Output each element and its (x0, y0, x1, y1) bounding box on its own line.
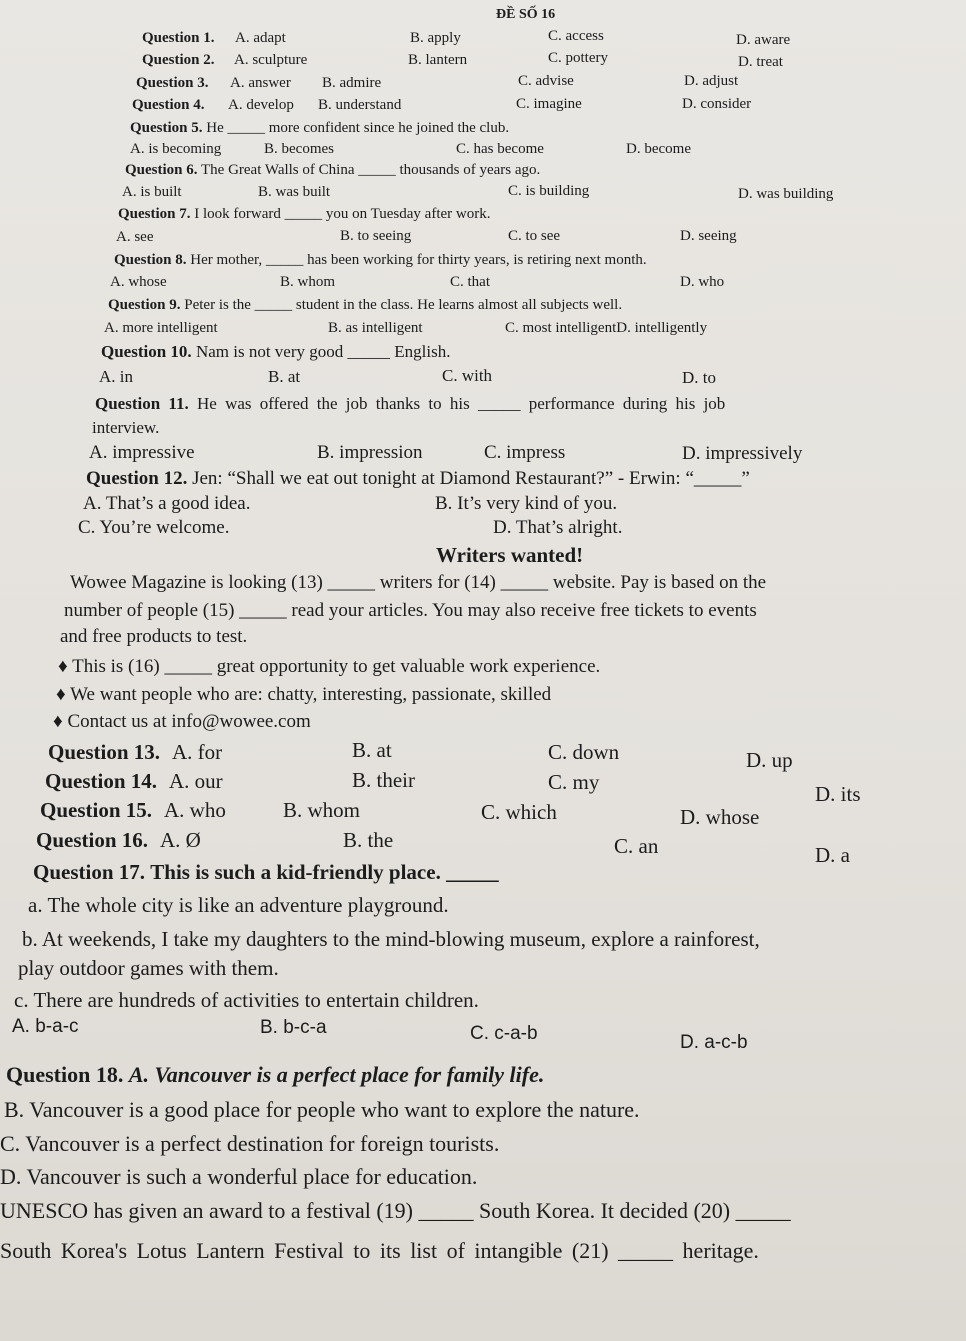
q12-question-text: Jen: “Shall we eat out tonight at Diamond Restaurant?” - Erwin: “_____” (192, 468, 750, 489)
q14-option-b: B. their (352, 768, 415, 792)
q13-label: Question 13. (48, 740, 161, 764)
q16-option-c: C. an (614, 834, 659, 858)
q1-option-c: C. access (548, 28, 604, 44)
q16-label: Question 16. (36, 828, 149, 852)
q17-sentence-b: b. At weekends, I take my daughters to the mind-blowing museum, explore a rainforest, (22, 927, 760, 951)
q11-option-b: B. impression (317, 442, 423, 463)
q1-label: Question 1. (142, 30, 215, 46)
q13-option-a: A. for (172, 740, 223, 764)
q7-question-text: I look forward _____ you on Tuesday after work. (194, 206, 491, 222)
q12-option-b: B. It’s very kind of you. (435, 493, 618, 514)
q15-option-d: D. whose (680, 805, 760, 829)
q5-option-b: B. becomes (264, 141, 334, 157)
q17-option-b: B. b-c-a (260, 1017, 327, 1038)
q3-option-b: B. admire (322, 75, 382, 91)
q6-option-d: D. was building (738, 186, 834, 202)
q3-label: Question 3. (136, 75, 209, 91)
q10-stem (101, 342, 450, 362)
q2-option-b: B. lantern (408, 52, 468, 68)
q5-label: Question 5. (130, 120, 203, 136)
q10-option-d: D. to (682, 368, 716, 387)
q5-stem (130, 120, 509, 137)
q12-option-a: A. That’s a good idea. (83, 493, 251, 514)
q18-option-b: B. Vancouver is a good place for people who want to explore the nature. (4, 1097, 640, 1122)
q12-option-c: C. You’re welcome. (78, 517, 230, 538)
q18-stem (6, 1062, 544, 1088)
passage-line-2: South Korea's Lotus Lantern Festival to its list of intangible (21) _____ heritage. (0, 1238, 759, 1263)
q4-option-b: B. understand (318, 97, 402, 113)
q8-question-text: Her mother, _____ has been working for thirty years, is retiring next month. (190, 252, 647, 268)
q7-option-c: C. to see (508, 228, 561, 244)
q1-option-d: D. aware (736, 32, 791, 48)
q8-option-a: A. whose (110, 274, 167, 290)
q13-option-d: D. up (746, 748, 793, 772)
q5-question-text: He _____ more confident since he joined the club. (206, 120, 510, 136)
q1-option-b: B. apply (410, 30, 461, 46)
q10-option-c: C. with (442, 366, 493, 385)
q18-option-d: D. Vancouver is such a wonderful place for education. (0, 1164, 478, 1189)
q15-option-a: A. who (164, 798, 226, 822)
q2-option-c: C. pottery (548, 50, 608, 66)
q2-option-a: A. sculpture (234, 52, 308, 68)
q14-label: Question 14. (45, 769, 158, 793)
q7-option-b: B. to seeing (340, 228, 412, 244)
q3-option-d: D. adjust (684, 73, 739, 89)
q11-option-c: C. impress (484, 442, 566, 463)
q6-stem (125, 162, 540, 179)
q9-stem (108, 297, 622, 314)
q14-option-c: C. my (548, 770, 600, 794)
q3-option-a: A. answer (230, 75, 291, 91)
q17-option-c: C. c-a-b (470, 1023, 538, 1044)
q14-option-a: A. our (169, 769, 223, 793)
q10-label: Question 10. (101, 342, 192, 361)
q10-question-text: Nam is not very good _____ English. (195, 342, 451, 361)
q7-option-d: D. seeing (680, 228, 737, 244)
q5-option-c: C. has become (456, 141, 544, 157)
passage-line-1: UNESCO has given an award to a festival (19) _____ South Korea. It decided (20) _____ (0, 1198, 791, 1223)
q4-label: Question 4. (132, 97, 205, 113)
q6-question-text: The Great Walls of China _____ thousands of years ago. (201, 162, 541, 178)
q8-stem (114, 252, 647, 269)
q18-option-c: C. Vancouver is a perfect destination for foreign tourists. (0, 1131, 500, 1156)
q10-option-a: A. in (99, 367, 133, 386)
q9-option-a: A. more intelligent (104, 320, 218, 336)
q8-option-c: C. that (450, 274, 490, 290)
q2-option-d: D. treat (738, 54, 783, 70)
q8-option-b: B. whom (280, 274, 336, 290)
q9-option-b: B. as intelligent (328, 320, 423, 336)
q9-options-cd: C. most intelligentD. intelligently (505, 320, 708, 336)
q9-label: Question 9. (108, 297, 181, 313)
q5-option-d: D. become (626, 141, 691, 157)
q6-label: Question 6. (125, 162, 198, 178)
q5-option-a: A. is becoming (130, 141, 222, 157)
q6-option-a: A. is built (122, 184, 182, 200)
q15-option-b: B. whom (283, 798, 361, 822)
q11-stem (95, 394, 725, 414)
q17-sentence-a: a. The whole city is like an adventure playground. (28, 893, 449, 917)
q17-option-a: A. b-a-c (12, 1016, 79, 1037)
exam-header: ĐỀ SỐ 16 (496, 7, 556, 22)
ad-body-line-3: and free products to test. (60, 626, 248, 647)
q7-option-a: A. see (116, 229, 154, 245)
q12-stem (86, 468, 750, 490)
q14-option-d: D. its (815, 782, 861, 806)
q13-option-c: C. down (548, 740, 620, 764)
q16-option-b: B. the (343, 828, 394, 852)
ad-body-line-2: number of people (15) _____ read your articles. You may also receive free tickets to events (64, 600, 757, 621)
q11-option-d: D. impressively (682, 443, 803, 464)
q12-label: Question 12. (86, 468, 188, 489)
q16-option-d: D. a (815, 843, 850, 867)
q16-option-a: A. Ø (160, 828, 201, 852)
q2-label: Question 2. (142, 52, 215, 68)
q8-label: Question 8. (114, 252, 187, 268)
q15-option-c: C. which (481, 800, 557, 824)
q8-option-d: D. who (680, 274, 725, 290)
q17-sentence-c: c. There are hundreds of activities to entertain children. (14, 988, 479, 1012)
q18-label: Question 18. (6, 1062, 124, 1087)
q13-option-b: B. at (352, 738, 392, 762)
q7-stem (118, 206, 490, 223)
ad-bullet-1: ♦ This is (16) _____ great opportunity to get valuable work experience. (58, 656, 601, 677)
q6-option-b: B. was built (258, 184, 331, 200)
q9-question-text: Peter is the _____ student in the class. He learns almost all subjects well. (184, 297, 623, 313)
q6-option-c: C. is building (508, 183, 590, 199)
ad-title: Writers wanted! (436, 543, 584, 567)
q4-option-a: A. develop (228, 97, 294, 113)
q4-option-c: C. imagine (516, 96, 582, 112)
q1-option-a: A. adapt (235, 30, 286, 46)
q10-option-b: B. at (268, 367, 301, 386)
q18-option-a: A. Vancouver is a perfect place for family life. (128, 1062, 545, 1087)
q12-option-d: D. That’s alright. (493, 517, 623, 538)
q17-question-text: This is such a kid-friendly place. _____ (150, 860, 499, 884)
q17-label: Question 17. (33, 860, 146, 884)
q3-option-c: C. advise (518, 73, 574, 89)
q11-label: Question 11. (95, 394, 189, 413)
q17-option-d: D. a-c-b (680, 1032, 748, 1053)
q11-question-text-cont: interview. (92, 418, 160, 437)
q17-stem (33, 860, 499, 885)
q11-option-a: A. impressive (89, 442, 195, 463)
ad-body-line-1: Wowee Magazine is looking (13) _____ writers for (14) _____ website. Pay is based on the (70, 572, 767, 593)
q15-label: Question 15. (40, 798, 153, 822)
q11-question-text: He was offered the job thanks to his _____ performance during his job (197, 394, 726, 413)
ad-bullet-2: ♦ We want people who are: chatty, interesting, passionate, skilled (56, 684, 552, 705)
q4-option-d: D. consider (682, 96, 752, 112)
q17-sentence-b-cont: play outdoor games with them. (18, 956, 279, 980)
q7-label: Question 7. (118, 206, 191, 222)
ad-bullet-3: ♦ Contact us at info@wowee.com (53, 711, 311, 732)
